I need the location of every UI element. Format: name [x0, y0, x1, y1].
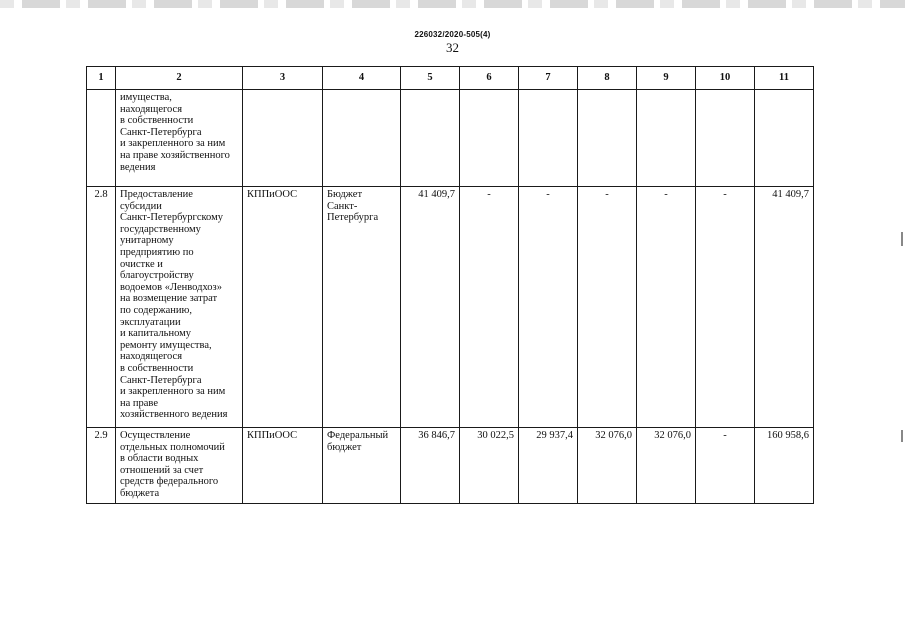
column-header: 7 — [519, 67, 578, 90]
row-source — [323, 90, 401, 187]
column-header: 3 — [243, 67, 323, 90]
column-header: 2 — [116, 67, 243, 90]
value-cell — [637, 90, 696, 187]
column-header: 1 — [87, 67, 116, 90]
value-cell — [755, 90, 814, 187]
value-cell: 160 958,6 — [755, 428, 814, 504]
value-cell: - — [460, 187, 519, 428]
value-cell — [696, 90, 755, 187]
table-row — [87, 428, 814, 504]
scan-edge-mark — [901, 430, 903, 442]
value-cell: - — [637, 187, 696, 428]
row-number: 2.8 — [87, 187, 116, 428]
row-executor — [243, 90, 323, 187]
row-executor: КППиООС — [243, 428, 323, 504]
page-number: 32 — [446, 40, 459, 55]
value-cell: 32 076,0 — [637, 428, 696, 504]
value-cell: 36 846,7 — [401, 428, 460, 504]
value-cell: 32 076,0 — [578, 428, 637, 504]
row-source — [323, 187, 401, 428]
scan-artifact-strip — [0, 0, 905, 8]
source-text: Бюджет Санкт- Петербурга — [327, 189, 379, 224]
description-text: Осуществление отдельных полномочий в области водных отношений за счет средств федерального бюджета — [120, 430, 225, 499]
row-description — [116, 90, 243, 187]
value-cell: 29 937,4 — [519, 428, 578, 504]
value-cell: 30 022,5 — [460, 428, 519, 504]
value-cell — [401, 90, 460, 187]
value-cell — [460, 90, 519, 187]
column-header: 8 — [578, 67, 637, 90]
column-header: 6 — [460, 67, 519, 90]
source-text: Федеральный бюджет — [327, 430, 389, 453]
description-text: Предоставление субсидии Санкт-Петербургскому государственному унитарному предприятию по очистке и благоустройству водоемов «Ленводхоз» на возмещение затрат по содержанию, эксплуатации и капитальному ремонту имущества, находящегося в собственности Санкт-Петербурга и закрепленного за ним на праве хозяйственного ведения — [120, 189, 228, 421]
value-cell — [519, 90, 578, 187]
value-cell: 41 409,7 — [755, 187, 814, 428]
table-row — [87, 187, 814, 428]
column-header: 10 — [696, 67, 755, 90]
value-cell: - — [519, 187, 578, 428]
scan-edge-mark — [901, 232, 903, 246]
value-cell: - — [696, 187, 755, 428]
row-executor: КППиООС — [243, 187, 323, 428]
column-header: 9 — [637, 67, 696, 90]
row-description — [116, 187, 243, 428]
row-description — [116, 428, 243, 504]
column-header: 11 — [755, 67, 814, 90]
row-number — [87, 90, 116, 187]
value-cell: 41 409,7 — [401, 187, 460, 428]
value-cell: - — [578, 187, 637, 428]
description-text: имущества, находящегося в собственности Санкт-Петербурга и закрепленного за ним на праве хозяйственного ведения — [120, 92, 230, 173]
header-row — [87, 67, 814, 90]
document-code: 226032/2020-505(4) — [414, 30, 491, 39]
column-header: 4 — [323, 67, 401, 90]
row-source — [323, 428, 401, 504]
column-header: 5 — [401, 67, 460, 90]
value-cell: - — [696, 428, 755, 504]
budget-table — [86, 66, 814, 504]
table-row — [87, 90, 814, 187]
value-cell — [578, 90, 637, 187]
row-number: 2.9 — [87, 428, 116, 504]
